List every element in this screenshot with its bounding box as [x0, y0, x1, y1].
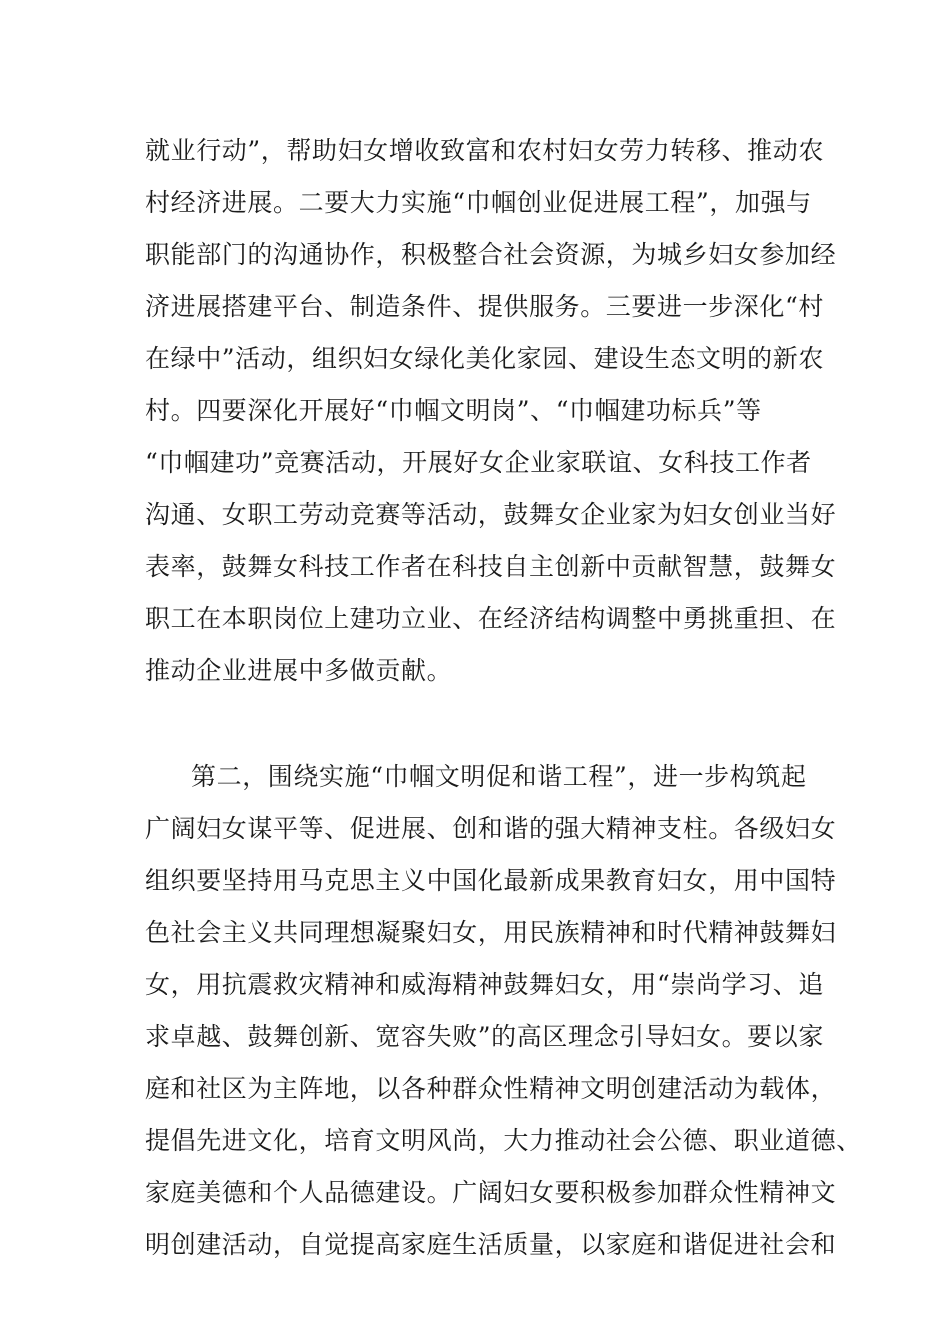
paragraph-1-line-9: 表率，鼓舞女科技工作者在科技自主创新中贡献智慧，鼓舞女	[145, 552, 837, 581]
paragraph-1-line-2: 村经济进展。二要大力实施“巾帼创业促进展工程”，加强与	[145, 188, 812, 217]
paragraph-2-line-7: 庭和社区为主阵地，以各种群众性精神文明创建活动为载体，	[145, 1074, 837, 1103]
paragraph-1-line-4: 济进展搭建平台、制造条件、提供服务。三要进一步深化“村	[145, 292, 824, 321]
paragraph-1-line-8: 沟通、女职工劳动竞赛等活动，鼓舞女企业家为妇女创业当好	[145, 500, 837, 529]
paragraph-2-line-1: 第二，围绕实施“巾帼文明促和谐工程”，进一步构筑起	[191, 762, 807, 791]
paragraph-1-line-11: 推动企业进展中多做贡献。	[145, 656, 453, 685]
paragraph-1-line-5: 在绿中”活动，组织妇女绿化美化家园、建设生态文明的新农	[145, 344, 824, 373]
paragraph-1-line-7: “巾帼建功”竞赛活动，开展好女企业家联谊、女科技工作者	[145, 448, 812, 477]
paragraph-2-line-10: 明创建活动，自觉提高家庭生活质量，以家庭和谐促进社会和	[145, 1230, 837, 1259]
paragraph-1-line-6: 村。四要深化开展好“巾帼文明岗”、“巾帼建功标兵”等	[145, 396, 762, 425]
paragraph-2-line-6: 求卓越、鼓舞创新、宽容失败”的高区理念引导妇女。要以家	[145, 1022, 824, 1051]
paragraph-2-line-4: 色社会主义共同理想凝聚妇女，用民族精神和时代精神鼓舞妇	[145, 918, 837, 947]
paragraph-1-line-10: 职工在本职岗位上建功立业、在经济结构调整中勇挑重担、在	[145, 604, 837, 633]
paragraph-1-line-3: 职能部门的沟通协作，积极整合社会资源，为城乡妇女参加经	[145, 240, 837, 269]
paragraph-2-line-8: 提倡先进文化，培育文明风尚，大力推动社会公德、职业道德、	[145, 1126, 862, 1155]
paragraph-2-line-5: 女，用抗震救灾精神和威海精神鼓舞妇女，用“崇尚学习、追	[145, 970, 824, 999]
paragraph-2-line-3: 组织要坚持用马克思主义中国化最新成果教育妇女，用中国特	[145, 866, 837, 895]
paragraph-2-line-2: 广阔妇女谋平等、促进展、创和谐的强大精神支柱。各级妇女	[145, 814, 837, 843]
paragraph-1-line-1: 就业行动”，帮助妇女增收致富和农村妇女劳力转移、推动农	[145, 136, 824, 165]
paragraph-2-line-9: 家庭美德和个人品德建设。广阔妇女要积极参加群众性精神文	[145, 1178, 837, 1207]
